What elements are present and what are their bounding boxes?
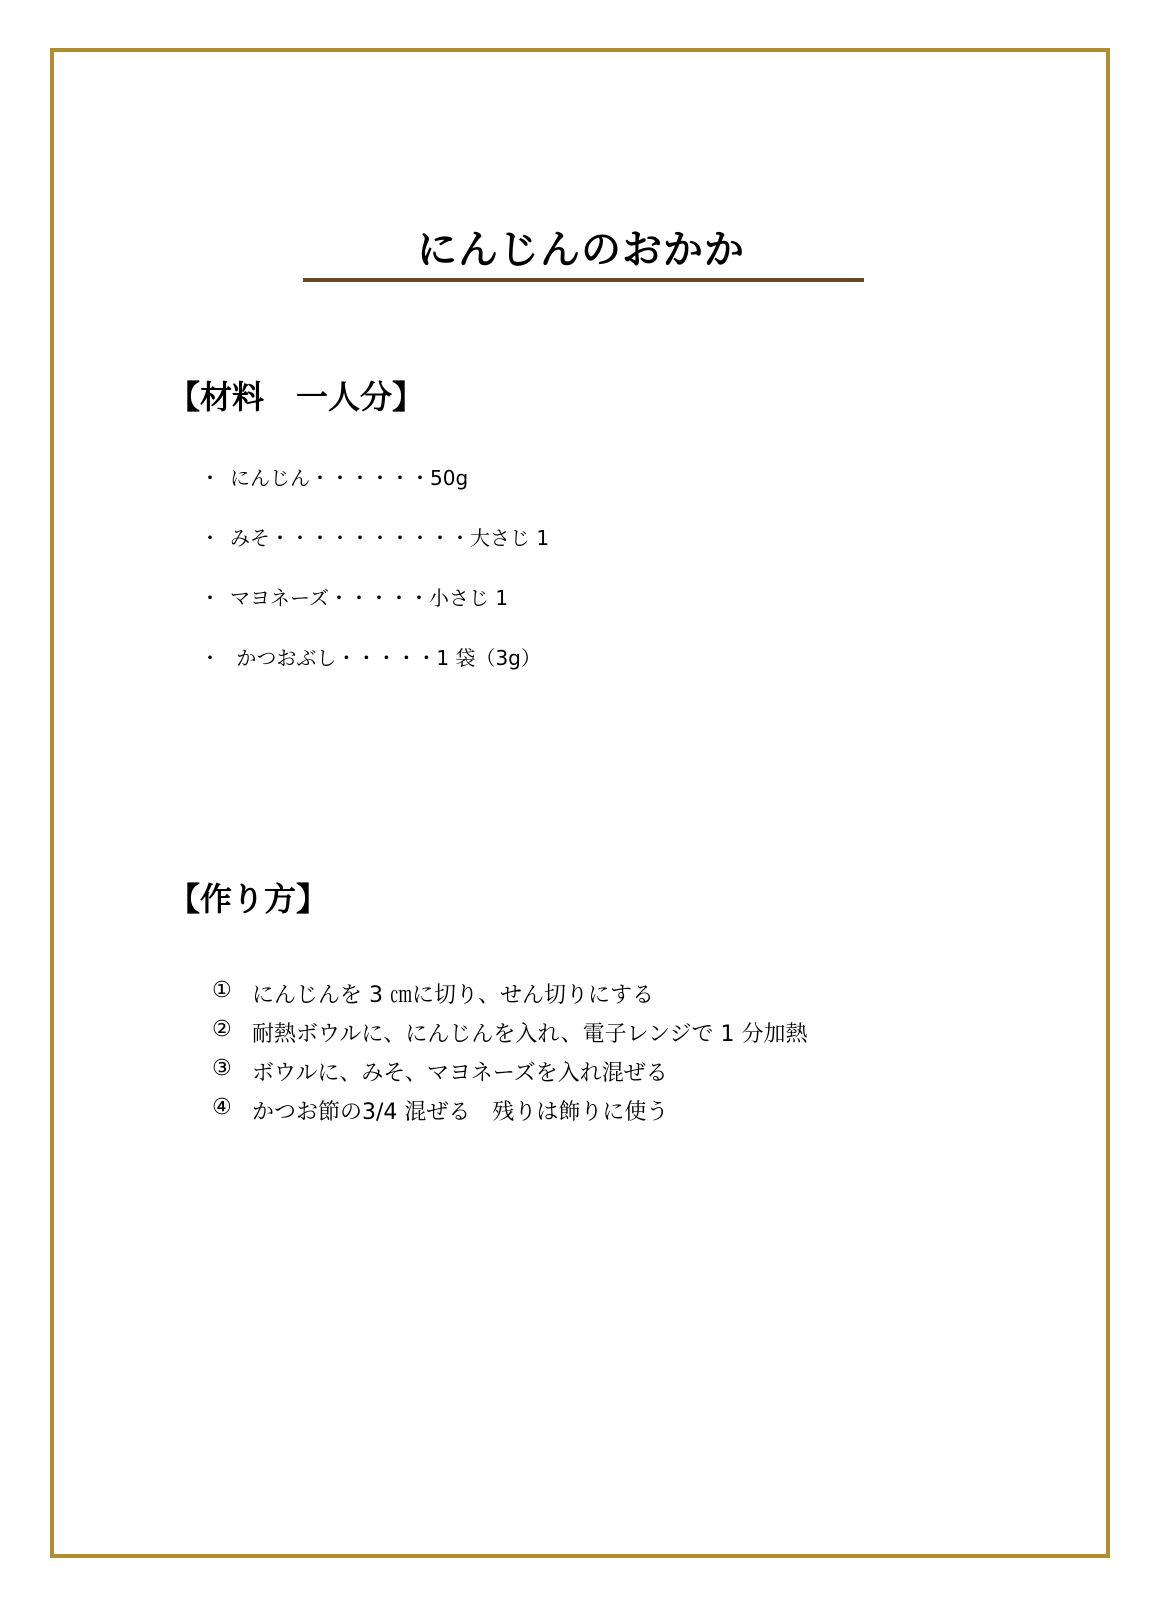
list-item — [200, 462, 549, 522]
list-item — [212, 1017, 808, 1056]
list-item — [200, 522, 549, 582]
step-number: ② — [212, 1017, 232, 1042]
step-number: ① — [212, 978, 232, 1003]
list-item — [200, 582, 549, 642]
bullet: ・ — [200, 526, 220, 550]
bullet: ・ — [200, 586, 220, 610]
step-text: 耐熱ボウルに、にんじんを入れ、電子レンジで 1 分加熱 — [252, 1022, 808, 1047]
list-item — [212, 1056, 808, 1095]
title-underline — [303, 278, 864, 282]
bullet: ・ — [200, 646, 220, 670]
step-text: にんじんを 3 ㎝に切り、せん切りにする — [252, 983, 654, 1008]
ingredients-heading: 【材料 一人分】 — [168, 378, 425, 416]
recipe-title: にんじんのおかか — [417, 227, 745, 273]
ingredient-text: にんじん・・・・・・50g — [230, 466, 469, 490]
list-item — [212, 978, 808, 1017]
bullet: ・ — [200, 466, 220, 490]
ingredient-text: みそ・・・・・・・・・・大さじ 1 — [230, 526, 550, 550]
list-item — [200, 642, 549, 702]
step-text: ボウルに、みそ、マヨネーズを入れ混ぜる — [252, 1061, 668, 1086]
steps-list — [212, 978, 808, 1134]
step-number: ④ — [212, 1095, 232, 1120]
list-item — [212, 1095, 808, 1134]
step-text: かつお節の3/4 混ぜる 残りは飾りに使う — [252, 1100, 669, 1125]
step-number: ③ — [212, 1056, 232, 1081]
ingredient-text: マヨネーズ・・・・・小さじ 1 — [230, 586, 509, 610]
ingredient-text: かつおぶし・・・・・1 袋（3g） — [230, 646, 541, 670]
steps-heading: 【作り方】 — [168, 880, 329, 918]
ingredients-list — [200, 462, 549, 702]
